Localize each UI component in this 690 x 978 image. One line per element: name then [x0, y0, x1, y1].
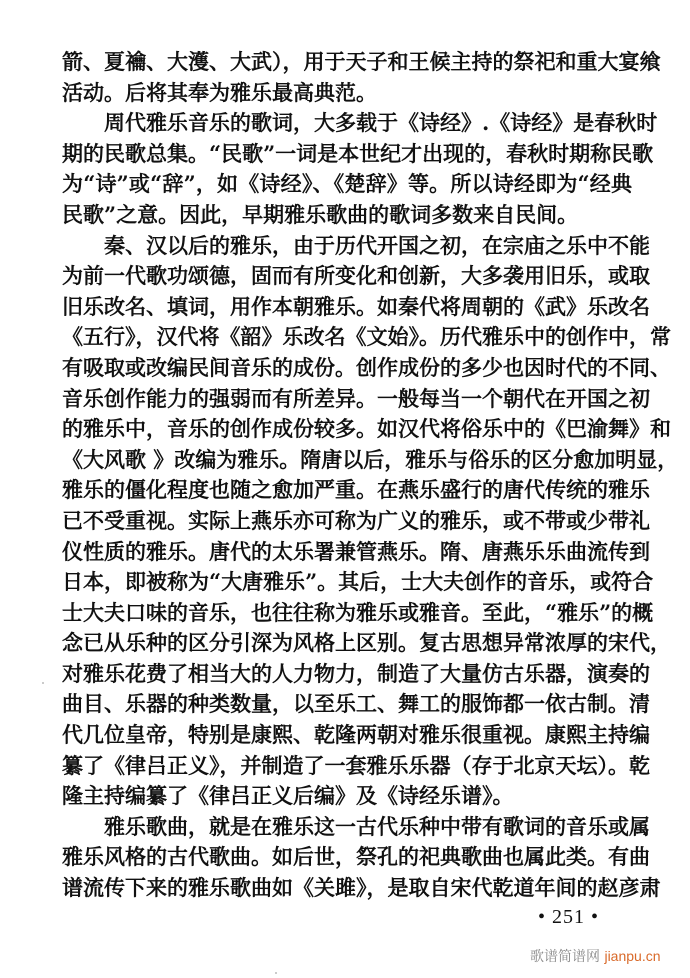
text-line-22: 曲目、乐器的种类数量，以至乐工、舞工的服饰都一依古制。清: [62, 691, 650, 717]
text-line-1: 箭、夏禴、大濩、大武），用于天子和王候主持的祭祀和重大宴飨: [62, 49, 661, 74]
text-line-15: 雅乐的僵化程度也随之愈加严重。在燕乐盛行的唐代传统的雅乐: [62, 477, 650, 503]
text-line-3: 周代雅乐音乐的歌词，大多载于《诗经》.《诗经》是春秋时: [104, 110, 658, 136]
text-line-5: 为“诗”或“辞”，如《诗经》、《楚辞》等。所以诗经即为“经典: [62, 171, 632, 197]
text-line-25: 隆主持编纂了《律吕正义后编》及《诗经乐谱》。: [62, 783, 514, 809]
text-line-18: 日本，即被称为“大唐雅乐”。其后，士大夫创作的音乐，或符合: [62, 569, 654, 595]
text-line-24: 纂了《律吕正义》，并制造了一套雅乐乐器（存于北京天坛）。乾: [62, 752, 650, 778]
text-line-2: 活动。后将其奉为雅乐最高典范。: [62, 79, 377, 105]
text-line-14: 《大风歌 》改编为雅乐。隋唐以后，雅乐与俗乐的区分愈加明显，: [62, 446, 679, 472]
text-line-21: 对雅乐花费了相当大的人力物力，制造了大量仿古乐器，演奏的: [62, 660, 650, 686]
text-line-23: 代几位皇帝，特别是康熙、乾隆两朝对雅乐很重视。康熙主持编: [62, 722, 650, 748]
text-line-4: 期的民歌总集。“民歌”一词是本世纪才出现的，春秋时期称民歌: [62, 140, 654, 166]
text-line-6: 民歌”之意。因此，早期雅乐歌曲的歌词多数来自民间。: [62, 201, 579, 227]
text-line-11: 有吸取或改编民间音乐的成份。创作成份的多少也因时代的不同、: [62, 354, 671, 380]
text-line-9: 旧乐改名、填词，用作本朝雅乐。如秦代将周朝的《武》乐改名: [62, 293, 650, 319]
text-line-28: 谱流传下来的雅乐歌曲如《关雎》，是取自宋代乾道年间的赵彦肃: [62, 875, 661, 901]
text-line-12: 音乐创作能力的强弱而有所差异。一般每当一个朝代在开国之初: [62, 385, 650, 411]
body-text: [62, 47, 679, 904]
scan-speck: [275, 972, 277, 974]
text-line-8: 为前一代歌功颂德，固而有所变化和创新，大多袭用旧乐，或取: [62, 263, 650, 289]
site-watermark: [530, 946, 661, 966]
text-line-7: 秦、汉以后的雅乐，由于历代开国之初，在宗庙之乐中不能: [104, 232, 650, 258]
scan-speck: [42, 682, 44, 684]
text-line-10: 《五行》，汉代将《韶》乐改名《文始》。历代雅乐中的创作中，常: [62, 324, 671, 350]
text-line-19: 士大夫口味的音乐，也往往称为雅乐或雅音。至此，“雅乐”的概: [62, 599, 654, 625]
text-line-16: 已不受重视。实际上燕乐亦可称为广义的雅乐，或不带或少带礼: [62, 507, 650, 533]
text-line-26: 雅乐歌曲，就是在雅乐这一古代乐种中带有歌词的音乐或属: [104, 813, 650, 839]
page-number: • 251 •: [538, 906, 600, 928]
text-line-20: 念已从乐种的区分引深为风格上区别。复古思想异常浓厚的宋代，: [62, 630, 671, 656]
watermark-url: jianpu.cn: [604, 948, 661, 964]
text-line-13: 的雅乐中，音乐的创作成份较多。如汉代将俗乐中的《巴渝舞》和: [62, 416, 671, 442]
text-line-27: 雅乐风格的古代歌曲。如后世，祭孔的祀典歌曲也属此类。有曲: [62, 844, 650, 870]
text-line-17: 仪性质的雅乐。唐代的太乐署兼管燕乐。隋、唐燕乐乐曲流传到: [62, 538, 650, 564]
watermark-site-name: 歌谱简谱网: [530, 949, 600, 965]
